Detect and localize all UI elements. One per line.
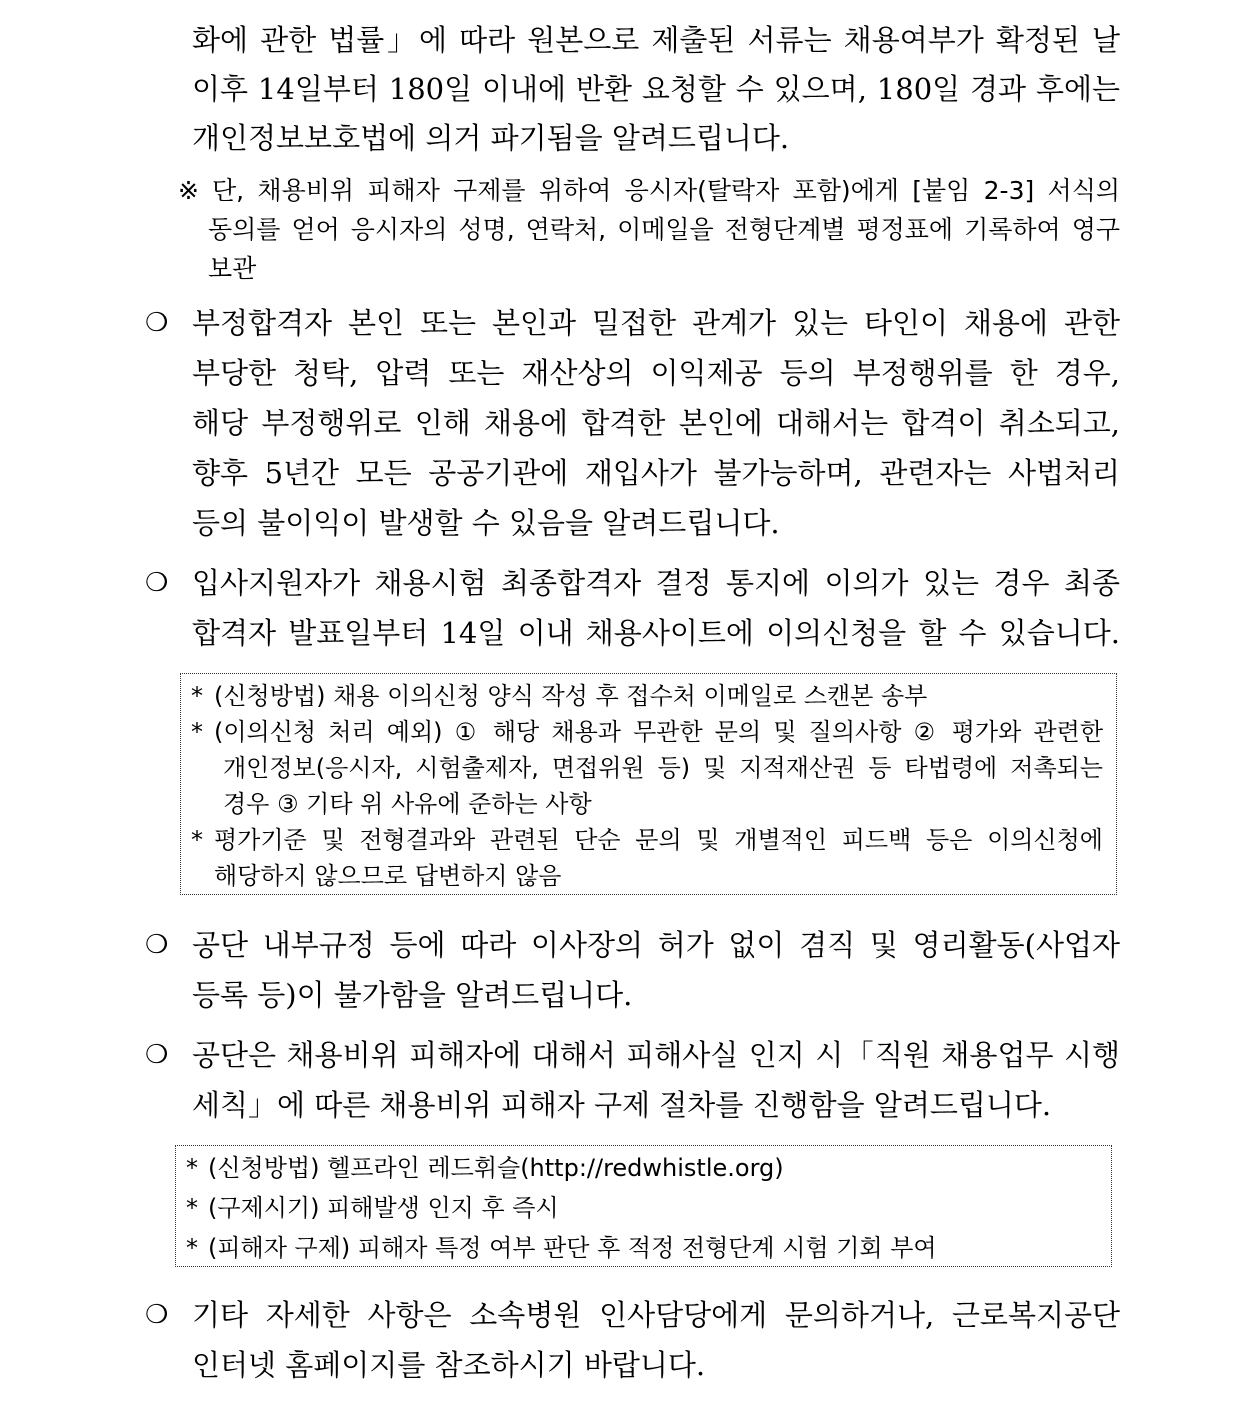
section4-line-1: 공단은 채용비위 피해자에 대해서 피해사실 인지 시「직원 채용업무 시행 [192, 1038, 1120, 1072]
objection-note-2-line-2: 개인정보(응시자, 시험출제자, 면접위원 등) 및 지적재산권 등 타법령에 저촉되는 [223, 754, 1103, 782]
intro-line-1: 화에 관한 법률」에 따라 원본으로 제출된 서류는 채용여부가 확정된 날 [192, 23, 1120, 57]
asterisk-mark: * [186, 1194, 198, 1222]
objection-note-1: (신청방법) 채용 이의신청 양식 작성 후 접수처 이메일로 스캔본 송부 [214, 682, 928, 710]
section1-line-2: 부당한 청탁, 압력 또는 재산상의 이익제공 등의 부정행위를 한 경우, [192, 356, 1120, 390]
objection-notes-box [180, 673, 1117, 895]
objection-note-3-line-1: 평가기준 및 전형결과와 관련된 단순 문의 및 개별적인 피드백 등은 이의신청에 [214, 826, 1103, 854]
note-line-1: 단, 채용비위 피해자 구제를 위하여 응시자(탈락자 포함)에게 [붙임 2-3] 서식의 [212, 176, 1120, 205]
objection-note-2-line-1: (이의신청 처리 예외) ① 해당 채용과 무관한 문의 및 질의사항 ② 평가와 관련한 [214, 718, 1103, 746]
note-line-2: 동의를 얻어 응시자의 성명, 연락처, 이메일을 전형단계별 평정표에 기록하여 영구 [208, 215, 1120, 244]
section4-line-2: 세칙」에 따른 채용비위 피해자 구제 절차를 진행함을 알려드립니다. [192, 1088, 1052, 1122]
section5-line-1: 기타 자세한 사항은 소속병원 인사담당에게 문의하거나, 근로복지공단 [192, 1298, 1120, 1332]
relief-note-1: (신청방법) 헬프라인 레드휘슬(http://redwhistle.org) [208, 1154, 784, 1182]
note-line-3: 보관 [208, 254, 257, 283]
section3-line-1: 공단 내부규정 등에 따라 이사장의 허가 없이 겸직 및 영리활동(사업자 [192, 928, 1120, 962]
relief-note-3: (피해자 구제) 피해자 특정 여부 판단 후 적정 전형단계 시험 기회 부여 [208, 1234, 937, 1262]
section1-line-5: 등의 불이익이 발생할 수 있음을 알려드립니다. [192, 506, 780, 540]
section2-line-2: 합격자 발표일부터 14일 이내 채용사이트에 이의신청을 할 수 있습니다. [192, 616, 1120, 650]
asterisk-mark: * [191, 718, 203, 746]
bullet-icon: ❍ [145, 308, 169, 338]
relief-note-2: (구제시기) 피해발생 인지 후 즉시 [208, 1194, 559, 1222]
section3-line-2: 등록 등)이 불가함을 알려드립니다. [192, 978, 633, 1012]
bullet-icon: ❍ [145, 568, 169, 598]
asterisk-mark: * [191, 826, 203, 854]
reference-mark: ※ [178, 176, 199, 205]
section1-line-4: 향후 5년간 모든 공공기관에 재입사가 불가능하며, 관련자는 사법처리 [192, 456, 1120, 490]
intro-line-2: 이후 14일부터 180일 이내에 반환 요청할 수 있으며, 180일 경과 후에는 [192, 72, 1120, 106]
objection-note-2-line-3: 경우 ③ 기타 위 사유에 준하는 사항 [223, 790, 592, 818]
asterisk-mark: * [186, 1234, 198, 1262]
asterisk-mark: * [191, 682, 203, 710]
section1-line-1: 부정합격자 본인 또는 본인과 밀접한 관계가 있는 타인이 채용에 관한 [192, 306, 1120, 340]
asterisk-mark: * [186, 1154, 198, 1182]
bullet-icon: ❍ [145, 930, 169, 960]
relief-notes-box [175, 1145, 1112, 1267]
section1-line-3: 해당 부정행위로 인해 채용에 합격한 본인에 대해서는 합격이 취소되고, [192, 406, 1120, 440]
section2-line-1: 입사지원자가 채용시험 최종합격자 결정 통지에 이의가 있는 경우 최종 [192, 566, 1120, 600]
objection-note-3-line-2: 해당하지 않으므로 답변하지 않음 [214, 862, 562, 890]
bullet-icon: ❍ [145, 1040, 169, 1070]
section5-line-2: 인터넷 홈페이지를 참조하시기 바랍니다. [192, 1348, 706, 1382]
bullet-icon: ❍ [145, 1300, 169, 1330]
intro-line-3: 개인정보보호법에 의거 파기됨을 알려드립니다. [192, 121, 790, 155]
